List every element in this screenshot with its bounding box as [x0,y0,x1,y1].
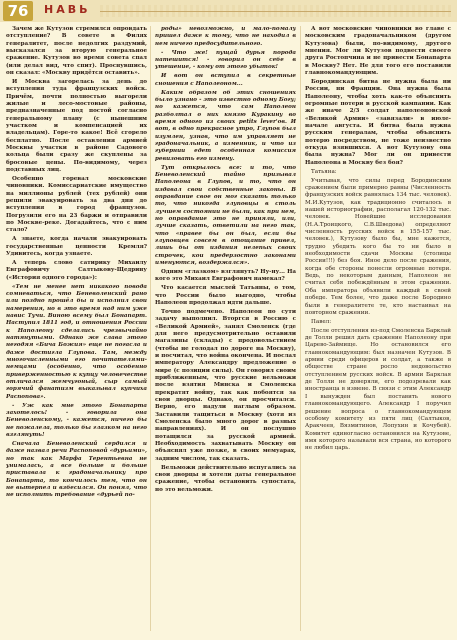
article-column-1 [6,26,147,636]
paragraph: И Москва загорелась за день до вступления туда французских войск. Причём, почти полностью выгорели жилые и лесо-мостовые районы, предназначенные под постой согласно генеральному плану (с нынешним участком и компенсацией их владельцам). Горе-то какое! Всё сгорело бесплатно. После оставления армией Москвы участки в районе Садового кольца были сразу же скуплены за бросовые цены. По-видимому, через подставных лиц. [6,79,147,174]
column-divider [150,26,151,631]
paragraph: А теперь слово сатирику Михаилу Евграфовичу Салтыкову-Щедрину («История одного города»): [6,260,147,281]
paragraph: Что касается мыслей Татьяны, о том, что России было выгодно, чтобы Наполеон продолжал идти дальше. [155,285,296,306]
page-number: 76 [3,1,33,21]
paragraph: Точно подмечено. Наполеон по сути задачу выполнил. Вторгся в Россию с «Великой Армией», занял Смоленск (где для него предусмотрительно оставили магазины (склады) с продовольствием (чтобы не голодал по дороге на Москву), и посчитал, что война окончена. И послал императору Александру предложение о мире (с позиции силы). Он говорил своим приближенным, что русские вельможи после взятия Минска и Смоленска прекратят войну, так как побоятся за свои дворцы. Однако, он просчитался. Верно, его надули наглым образом. Заставили тащиться в Москву (хотя из Смоленска было много дорог в разных направлениях). И он послушно потащился за русской армией. Необходимость захватывать Москву он объяснял уже позже, в своих мемуарах, задним числом, так сказать. [155,308,296,462]
paragraph: Вельможи действительно испугались за свои дворцы и хотели даты генеральное сражение, чтобы остановить супостата, но это вельможи. [155,464,296,493]
section-title: НАВЬ [44,3,91,16]
quote-paragraph: Каким образом об этих сношениях было узнано - это известно одному Богу; но кажется, что сам Наполеон разболтал о них князю Куракину во время одного из своих petits lever'ов. И вот, в одно прекрасное утро, Глупов был изумлен, узнав, что им управляет не градоначальник, а изменник, и что из губернии едет особенная комиссия ревизовать его измену. [155,89,296,162]
paragraph: А вот московские чиновники во главе с московским градоначальником (другом Кутузова) были, по-видимому, другого мнения. Мог ли Кутузов подвести своего друга Ростопчина и не привести Бонапарта в Москву? Нет. Не для того его поставили главнокомандующим. [305,26,451,77]
paragraph: А знаете, когда начали эвакуировать государственные ценности Кремля? Удивитесь, когда узнаете. [6,236,147,258]
article-column-2 [155,26,296,636]
paragraph: Одним «глазком» взглянуть? Ну-ну... На кого это Михаил Евграфович намекал? [155,268,296,283]
quote-paragraph: роды» невозможно, и мало-помалу пришел даже к тому, что не находил в нем ничего предосудительного. [155,26,296,47]
quote-paragraph: Сначала Беневоленский сердился и даже назвал речи Распоповой «дурьими», но так как Марфа Терентьевна не унималась, а все больше и больше приставала к градоначальнику про Бонапарта, то кончилось тем, что он не вытерпел и взбесился. Он понял, что не исполнить требование «дурьей по- [6,441,147,499]
quote-paragraph: И вот он вступил в секретные сношения с Наполеоном... [155,73,296,87]
article-column-3 [305,26,451,636]
speaker-label: Павел: [311,318,332,325]
paragraph: Особенно горевал московские чиновники. Комиссариатские имущество на миллионы рублей (тех рублей) они решили эвакуировать за два дня до вступления в город французов. Погрузили его на 23 баржи и отправили по Москве-реке. Догадайтесь, что с ним стало? [6,176,147,234]
column-divider [300,26,301,631]
quote-paragraph: «Тем не менее нет никакого повода сомневаться, что Беневоленский рано или поздно прошёл бы и исполнил свои намерения, но в это время над ним уже навис Тучи. Виною всему был Бонапарт. Наступил 1811 год, и отношения России к Наполеону сделались чрезвычайно натянутыми. Однако же слава этого негодяя «Бича Божия» еще не погасла и даже достигла Глупова. Там, между многочисленными его почитателями-немцами (особенно, что особенно приверженностью к купцу человечестве отличался жемчугоный, сыр самый горячий фанатизм выказывал купчиха Распопова». [6,283,147,400]
paragraph: Учитывая, что силы перед Бородинским сражением были примерно равны (Численность французских войск равнялась 134 тыс. человек). М.И.Кутузов, как традиционно считалось в нашей историографии, располагал 120-132 тыс. человек. Новейшие исследования (Н.А.Троицкого, С.В.Шведова) определяют численность русских войск в 155-157 тыс. человек.), Кутузову было бы, мне кажется, трудно убедить кого бы то ни было в необходимости сдачи Москвы (столицы России!!!) без боя. Иное дело после сражения, когда обе стороны понесли огромные потери. Ведь, по некоторым данным, Наполеон не считал себя побеждённым в этом сражении. Оба императора объявили каждый в своей победе. Тем более, что даже после Бородино были в генералитете те, кто настаивал на повторном сражении. [305,177,451,316]
paragraph: После отступления из-под Смоленска Барклай де Толли решил дать сражение Наполеону при Царево-Займище. Но остановился его главнокомандующим: был назначен Кутузов. В армии среди офицеров и солдат, а также в обществе стране росло недовольство отступлением русских войск. В армии Барклая де Толли не доверяли, его подозревали как иностранца в измене. В связи с этим Александр I вынужден был поставить нового главнокомандующего. Александр I поручил решение вопроса о главнокомандующем особому комитету из пяти лиц (Салтыков, Аракчеев, Вязмитинов, Лопухин и Кочубей). Комитет единогласно остановился на Кутузове, имя которого называли вся страна, но которого не любил царь. [305,327,451,452]
quote-paragraph: - Уж как мне этого Бонапарта захотелось! - говорила она Беневоленскому, - кажется, ничего бы не пожалела, только бы глазком на него взглянуть! [6,402,147,439]
page-header [0,0,457,22]
header-rule [100,11,451,12]
quote-paragraph: - Что же! пущай дурья порода натешится! - говорил он себе в утешение, - кому от этого убыток! [155,49,296,71]
paragraph: Зачем же Кутузов стремился опровдать отступление? В совете в Филях генералитет, после недолгих раздумий, высказался за вторую генеральное сражение. Кутузов во время совета спал (или делал вид, что спит). Проснувшись, он сказал: «Москву придётся оставить». [6,26,147,77]
quote-paragraph: Тут открылось все: и то, что Беневоленский тайно призывал Наполеона в Глупов, и то, что он издавал свои собственные законы. В оправдание свое он мог сказать только то, что никогда глуповцы в столь лучшем состоянии не были, как при нем, но оправдание это не приняли, или, лучше сказать, ответили на него так, что «правее бы он был, если бы глуповцев совсем в отощание привел, лишь бы от издания нелепых своих строчек, кои предерзостно законами именуются, воздержался». [155,164,296,267]
paragraph: Бородинская битва не нужна была ни России, ни Франции. Она нужна была Наполеону, чтобы хоть как-то объяснить огромные потери в русской кампании. Как же иначе 2/3 солдат наполеоновской «Великой Армии» «завязали» в июле-начале августа. И битва была нужна русским генералам, чтобы объяснить потерю посредством, не тоже неизвестно откуда взявшихся. А вот Кутузову она была нужна? Мог ли он привести Наполеона в Москву без боя? [305,79,451,166]
speaker-label: Татьяна: [311,168,337,175]
